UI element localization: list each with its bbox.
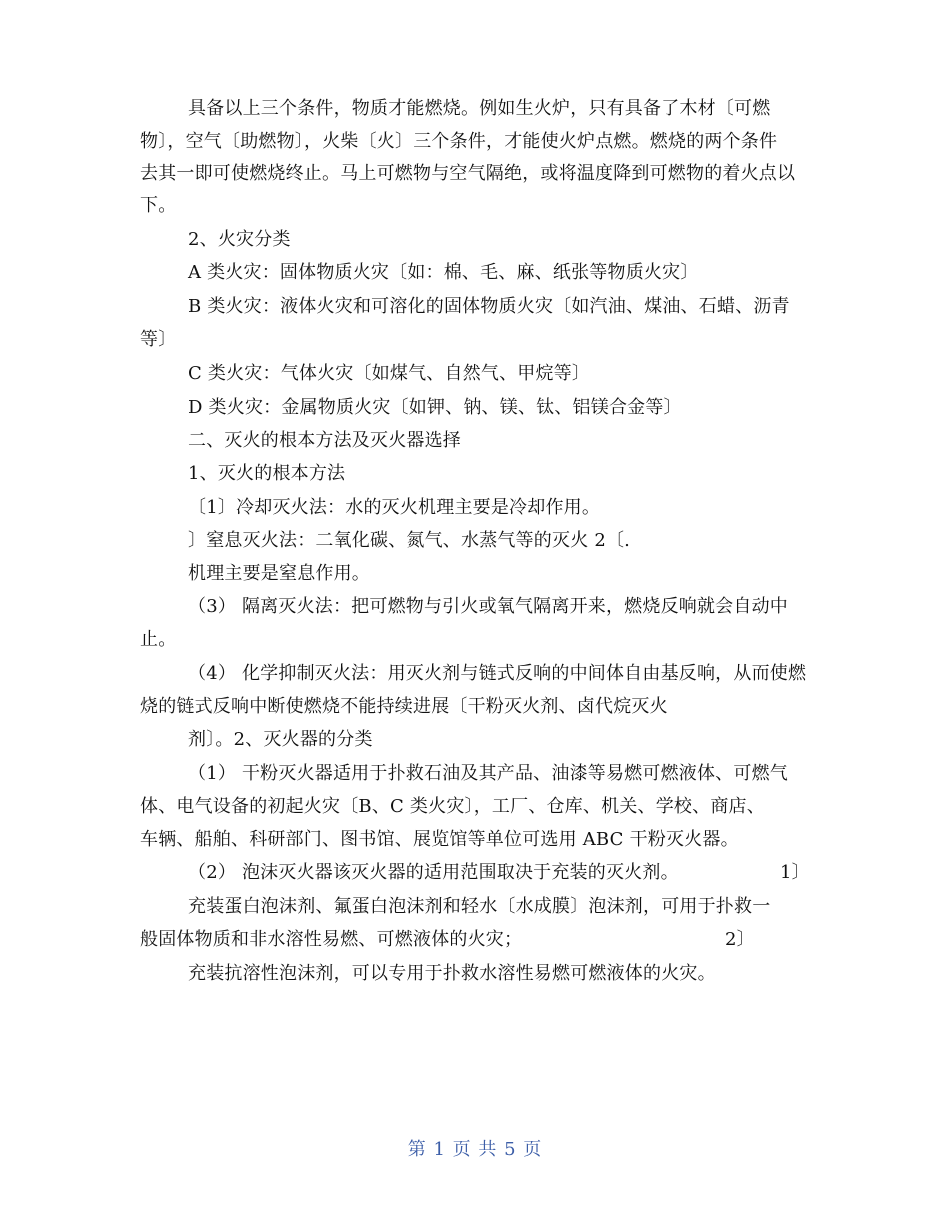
paragraph-line: 体、电气设备的初起火灾〔B、C 类火灾〕，工厂、仓库、机关、学校、商店、 <box>140 796 765 817</box>
paragraph-line: 去其一即可使燃烧终止。马上可燃物与空气隔绝，或将温度降到可燃物的着火点以 <box>140 163 796 184</box>
paragraph-line: 下。 <box>140 195 177 216</box>
paragraph-line: C 类火灾：气体火灾〔如煤气、自然气、甲烷等〕 <box>188 363 591 384</box>
paragraph-line: 烧的链式反响中断使燃烧不能持续进展〔干粉灭火剂、卤代烷灭火 <box>140 696 668 717</box>
paragraph-line: 〔1〕冷却灭火法：水的灭火机理主要是冷却作用。 <box>188 497 601 518</box>
paragraph-line: 等〕 <box>140 329 177 350</box>
paragraph-line: 充装蛋白泡沫剂、氟蛋白泡沫剂和轻水〔水成膜〕泡沫剂，可用于扑救一 <box>188 896 771 917</box>
paragraph-line: B 类火灾：液体火灾和可溶化的固体物质火灾〔如汽油、煤油、石蜡、沥青 <box>188 296 790 317</box>
paragraph-line: 剂〕。2、灭火器的分类 <box>188 729 373 750</box>
section-heading: 二、灭火的根本方法及灭火器选择 <box>188 430 461 451</box>
paragraph-line: 充装抗溶性泡沫剂，可以专用于扑救水溶性易燃可燃液体的火灾。 <box>188 963 716 984</box>
paragraph-line: 具备以上三个条件，物质才能燃烧。例如生火炉，只有具备了木材〔可燃 <box>188 98 771 119</box>
paragraph-line: （4） 化学抑制灭火法：用灭火剂与链式反响的中间体自由基反响，从而使燃 <box>188 663 807 684</box>
paragraph-line: 车辆、船舶、科研部门、图书馆、展览馆等单位可选用 ABC 干粉灭火器。 <box>140 829 739 850</box>
paragraph-line: 机理主要是窒息作用。 <box>188 563 370 584</box>
section-heading: 2、火灾分类 <box>188 229 291 250</box>
paragraph-line: 般固体物质和非水溶性易燃、可燃液体的火灾； <box>140 929 523 950</box>
paragraph-line: A 类火灾：固体物质火灾〔如：棉、毛、麻、纸张等物质火灾〕 <box>188 262 699 283</box>
section-heading: 1、灭火的根本方法 <box>188 463 346 484</box>
paragraph-line: （1） 干粉灭火器适用于扑救石油及其产品、油漆等易燃可燃液体、可燃气 <box>188 763 788 784</box>
paragraph-line: 止。 <box>140 629 177 650</box>
paragraph-line: （2） 泡沫灭火器该灭火器的适用范围取决于充装的灭火剂。 <box>188 862 679 883</box>
list-marker: 1〕 <box>780 862 810 883</box>
paragraph-line: D 类火灾：金属物质火灾〔如钾、钠、镁、钛、铝镁合金等〕 <box>188 397 682 418</box>
paragraph-line: （3） 隔离灭火法：把可燃物与引火或氧气隔离开来，燃烧反响就会自动中 <box>188 596 788 617</box>
list-marker: 2〕 <box>725 929 755 950</box>
paragraph-line: 物〕，空气〔助燃物〕，火柴〔火〕三个条件，才能使火炉点燃。燃烧的两个条件 <box>140 131 778 152</box>
paragraph-line: 〕窒息灭火法：二氧化碳、氮气、水蒸气等的灭火 2〔. <box>188 530 631 551</box>
page-number-footer: 第 1 页 共 5 页 <box>407 1139 543 1160</box>
